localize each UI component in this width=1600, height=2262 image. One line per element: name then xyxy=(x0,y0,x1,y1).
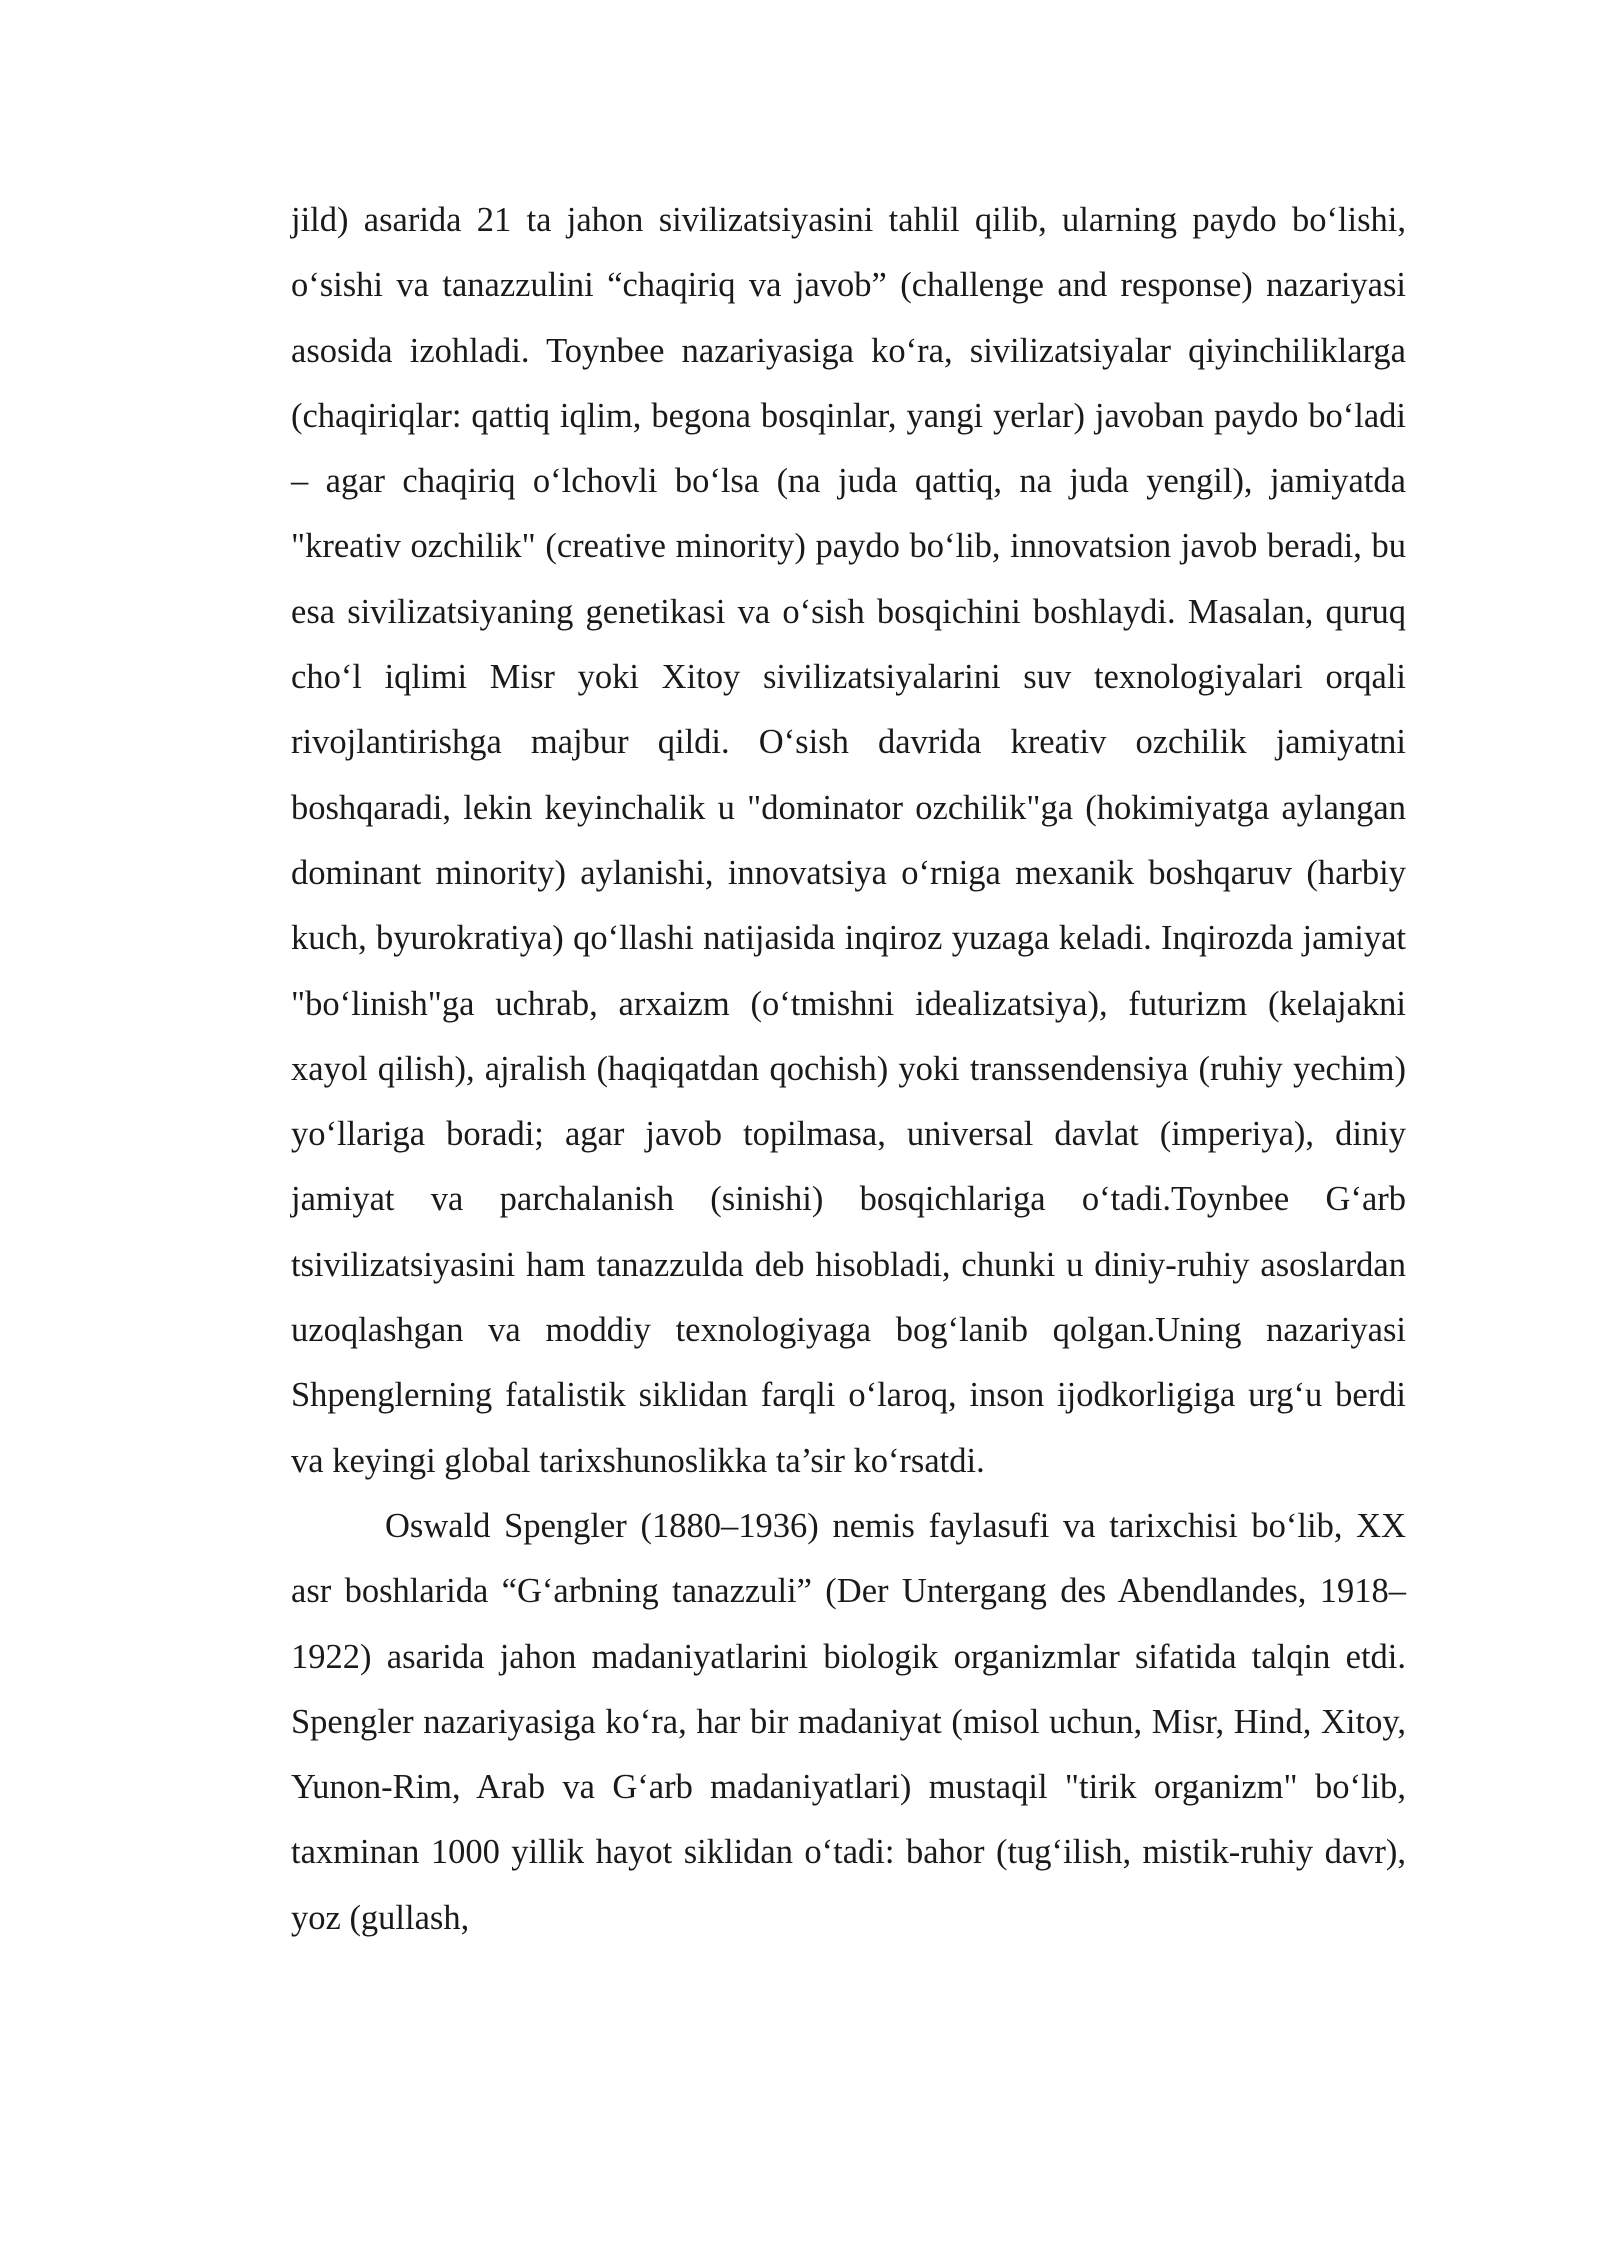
paragraph-spengler: Oswald Spengler (1880–1936) nemis faylasufi va tarixchisi bo‘lib, XX asr boshlarida “G‘arbning tanazzuli” (Der Untergang des Abendlandes, 1918–1922) asarida jahon madaniyatlarini biologik organizmlar sifatida talqin etdi. Spengler nazariyasiga ko‘ra, har bir madaniyat (misol uchun, Misr, Hind, Xitoy, Yunon-Rim, Arab va G‘arb madaniyatlari) mustaqil "tirik organizm" bo‘lib, taxminan 1000 yillik hayot siklidan o‘tadi: bahor (tug‘ilish, mistik-ruhiy davr), yoz (gullash, xyxy=(291,1506,1406,1937)
body-text xyxy=(291,188,1406,1951)
paragraph-continuation: jild) asarida 21 ta jahon sivilizatsiyasini tahlil qilib, ularning paydo bo‘lishi, o‘sishi va tanazzulini “chaqiriq va javob” (challenge and response) nazariyasi asosida izohladi. Toynbee nazariyasiga ko‘ra, sivilizatsiyalar qiyinchiliklarga (chaqiriqlar: qattiq iqlim, begona bosqinlar, yangi yerlar) javoban paydo bo‘ladi – agar chaqiriq o‘lchovli bo‘lsa (na juda qattiq, na juda yengil), jamiyatda "kreativ ozchilik" (creative minority) paydo bo‘lib, innovatsion javob beradi, bu esa sivilizatsiyaning genetikasi va o‘sish bosqichini boshlaydi. Masalan, quruq cho‘l iqlimi Misr yoki Xitoy sivilizatsiyalarini suv texnologiyalari orqali rivojlantirishga majbur qildi. O‘sish davrida kreativ ozchilik jamiyatni boshqaradi, lekin keyinchalik u "dominator ozchilik"ga (hokimiyatga aylangan dominant minority) aylanishi, innovatsiya o‘rniga mexanik boshqaruv (harbiy kuch, byurokratiya) qo‘llashi natijasida inqiroz yuzaga keladi. Inqirozda jamiyat "bo‘linish"ga uchrab, arxaizm (o‘tmishni idealizatsiya), futurizm (kelajakni xayol qilish), ajralish (haqiqatdan qochish) yoki transsendensiya (ruhiy yechim) yo‘llariga boradi; agar javob topilmasa, universal davlat (imperiya), diniy jamiyat va parchalanish (sinishi) bosqichlariga o‘tadi.Toynbee G‘arb tsivilizatsiyasini ham tanazzulda deb hisobladi, chunki u diniy-ruhiy asoslardan uzoqlashgan va moddiy texnologiyaga bog‘lanib qolgan.Uning nazariyasi Shpenglerning fatalistik siklidan farqli o‘laroq, inson ijodkorligiga urg‘u berdi va keyingi global tarixshunoslikka ta’sir ko‘rsatdi. xyxy=(291,201,1406,1480)
